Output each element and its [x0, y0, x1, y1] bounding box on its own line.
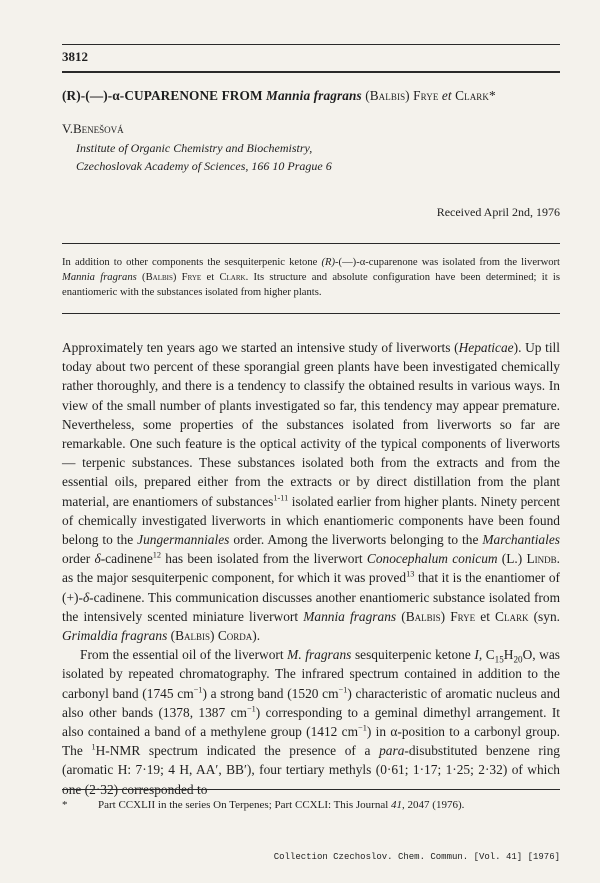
- institution: [76, 139, 556, 175]
- body-text: -cadinene. This communication discusses another enantiomeric substance isolated from the intensively scented miniature liverwort: [62, 589, 560, 624]
- footnote-mark: *: [62, 799, 68, 811]
- taxon-name: Hepaticae: [458, 340, 514, 355]
- taxon-name: Mannia fragrans: [303, 608, 397, 624]
- body-text: O, was isolated by repeated chromatography. The infrared spectrum contained in addition to the carbonyl band (1745 cm: [62, 647, 560, 701]
- article-body: [62, 338, 560, 799]
- body-text: ). Up till today about two percent of these sporangial green plants have been investigated chemically rather thoroughly, and there is a tendency to classify the obtained results in various ways. In view of the small number of plants investigated so far, this tendency may appear premature. Nevertheless, some properties of the substances isolated from liverworts so far are remarkable. One such feature is the optical activity of the typical components of liverworts — terpenic substances. These substances isolated both from the extracts and from the essential oils, prepared either from the extracts or by direct distillation from the plant material, are enantiomers of substances: [62, 340, 560, 509]
- footnote-rule: [62, 789, 560, 790]
- abstract-text: -(—)-α-cuparenone was isolated from the liverwort: [335, 257, 561, 268]
- footnote-text: Part CCXLII in the series On Terpenes; Part CCXLI: This Journal: [98, 799, 392, 811]
- body-text: ): [517, 551, 527, 567]
- para-prefix: para: [379, 743, 405, 759]
- title-clark: Clark*: [455, 88, 496, 103]
- paragraph-2: [62, 645, 560, 799]
- authority-name: L.: [506, 551, 518, 567]
- abstract-config: (R): [321, 257, 336, 268]
- body-text: (: [497, 551, 507, 567]
- body-text: order. Among the liverworts belonging to the: [229, 532, 483, 548]
- taxon-name: Conocephalum conicum: [366, 551, 498, 567]
- reference-marker: 13: [406, 569, 415, 579]
- abstract-top-rule: [62, 243, 560, 244]
- title-species: Mannia fragrans: [266, 88, 362, 103]
- body-text: H-NMR spectrum indicated the presence of a: [95, 743, 380, 759]
- body-text: et: [475, 608, 496, 624]
- body-text: sesquiterpenic ketone: [351, 647, 475, 663]
- title-et: et: [441, 88, 452, 103]
- abstract: [62, 255, 560, 301]
- footnote-volume: 41: [391, 799, 403, 811]
- body-text: H: [503, 647, 514, 663]
- isotope-superscript: 1: [91, 742, 96, 752]
- institution-line-2: Czechoslovak Academy of Sciences, 166 10 Prague 6: [76, 159, 332, 173]
- title-frye: Frye: [413, 88, 439, 103]
- paragraph-1: [62, 338, 560, 645]
- institution-line-1: Institute of Organic Chemistry and Biochemistry,: [76, 141, 313, 155]
- greek-delta: δ: [94, 551, 101, 567]
- abstract-bottom-rule: [62, 313, 560, 314]
- abstract-clark: Clark: [219, 272, 246, 284]
- body-text: (syn.: [528, 608, 561, 624]
- unit-exponent: −1: [246, 704, 256, 714]
- taxon-name: Marchantiales: [482, 532, 560, 548]
- author-name: V.Benešová: [62, 121, 124, 136]
- body-text: as the major sesquiterpenic component, for which it was proved: [62, 570, 407, 586]
- article-title: [62, 88, 562, 104]
- title-authority: (Balbis): [365, 88, 410, 103]
- authority-name: Clark: [495, 608, 529, 624]
- body-text: -cadinene: [100, 551, 153, 567]
- taxon-name: Grimaldia fragrans: [62, 628, 168, 644]
- header-rule: [62, 71, 560, 73]
- abstract-text: . Its structure and absolute configuration have been determined; it is enantiomeric with the substances isolated from higher plants.: [62, 272, 560, 299]
- body-text: , C: [478, 647, 495, 663]
- reference-marker: 12: [152, 550, 162, 560]
- title-prefix: (R)-(—)-α-CUPARENONE FROM: [62, 88, 267, 103]
- body-text: ).: [252, 628, 261, 644]
- abstract-authority: (Balbis) Frye: [142, 272, 202, 284]
- abstract-et: et: [206, 272, 215, 284]
- journal-footer: Collection Czechoslov. Chem. Commun. [Vol. 41] [1976]: [273, 852, 560, 862]
- body-text: ) characteristic of aromatic nucleus and also other bands (1378, 1387 cm: [62, 685, 560, 720]
- page-number: 3812: [62, 49, 88, 64]
- taxon-name: M. fragrans: [287, 647, 352, 663]
- authority-name: Lindb.: [526, 551, 560, 567]
- body-text: isolated earlier from higher plants. Ninety percent of chemically investigated liverworts in which enantiomeric components have been found belong to the: [62, 493, 560, 548]
- body-text: order: [62, 551, 95, 567]
- unit-exponent: −1: [338, 685, 348, 695]
- authority-name: (Balbis) Frye: [401, 608, 476, 624]
- body-text: Approximately ten years ago we started an intensive study of liverworts (: [62, 340, 459, 355]
- body-text: ) a strong band (1520 cm: [202, 685, 339, 701]
- top-rule: [62, 44, 560, 45]
- body-text: -disubstituted benzene ring (aromatic H: 7·19; 4 H, AA′, BB′), four tertiary methyls (0·61; 1·17; 1·25; 2·32) of which one (2·32) corresponded to: [62, 743, 560, 797]
- greek-delta: δ: [82, 589, 90, 605]
- unit-exponent: −1: [358, 723, 367, 733]
- unit-exponent: −1: [193, 685, 203, 695]
- received-date: Received April 2nd, 1976: [436, 205, 560, 219]
- compound-label: I: [474, 647, 479, 663]
- abstract-text: In addition to other components the sesquiterpenic ketone: [62, 257, 322, 268]
- body-text: From the essential oil of the liverwort: [80, 647, 288, 663]
- body-text: ) corresponding to a geminal dimethyl arrangement. It also contained a band of a methylene group (1412 cm: [62, 704, 560, 740]
- footnote: [62, 799, 560, 811]
- body-text: has been isolated from the liverwort: [161, 551, 367, 567]
- authority-name: (Balbis) Corda: [170, 628, 253, 644]
- reference-marker: 1-11: [273, 493, 289, 503]
- footnote-text: , 2047 (1976).: [402, 799, 465, 811]
- formula-subscript: 20: [513, 654, 523, 665]
- body-text: that it is the enantiomer of (+)-: [62, 570, 560, 605]
- taxon-name: Jungermanniales: [137, 532, 230, 548]
- body-text: ) in α-position to a carbonyl group. The: [62, 724, 560, 759]
- formula-subscript: 15: [494, 654, 504, 665]
- abstract-species: Mannia fragrans: [62, 272, 137, 284]
